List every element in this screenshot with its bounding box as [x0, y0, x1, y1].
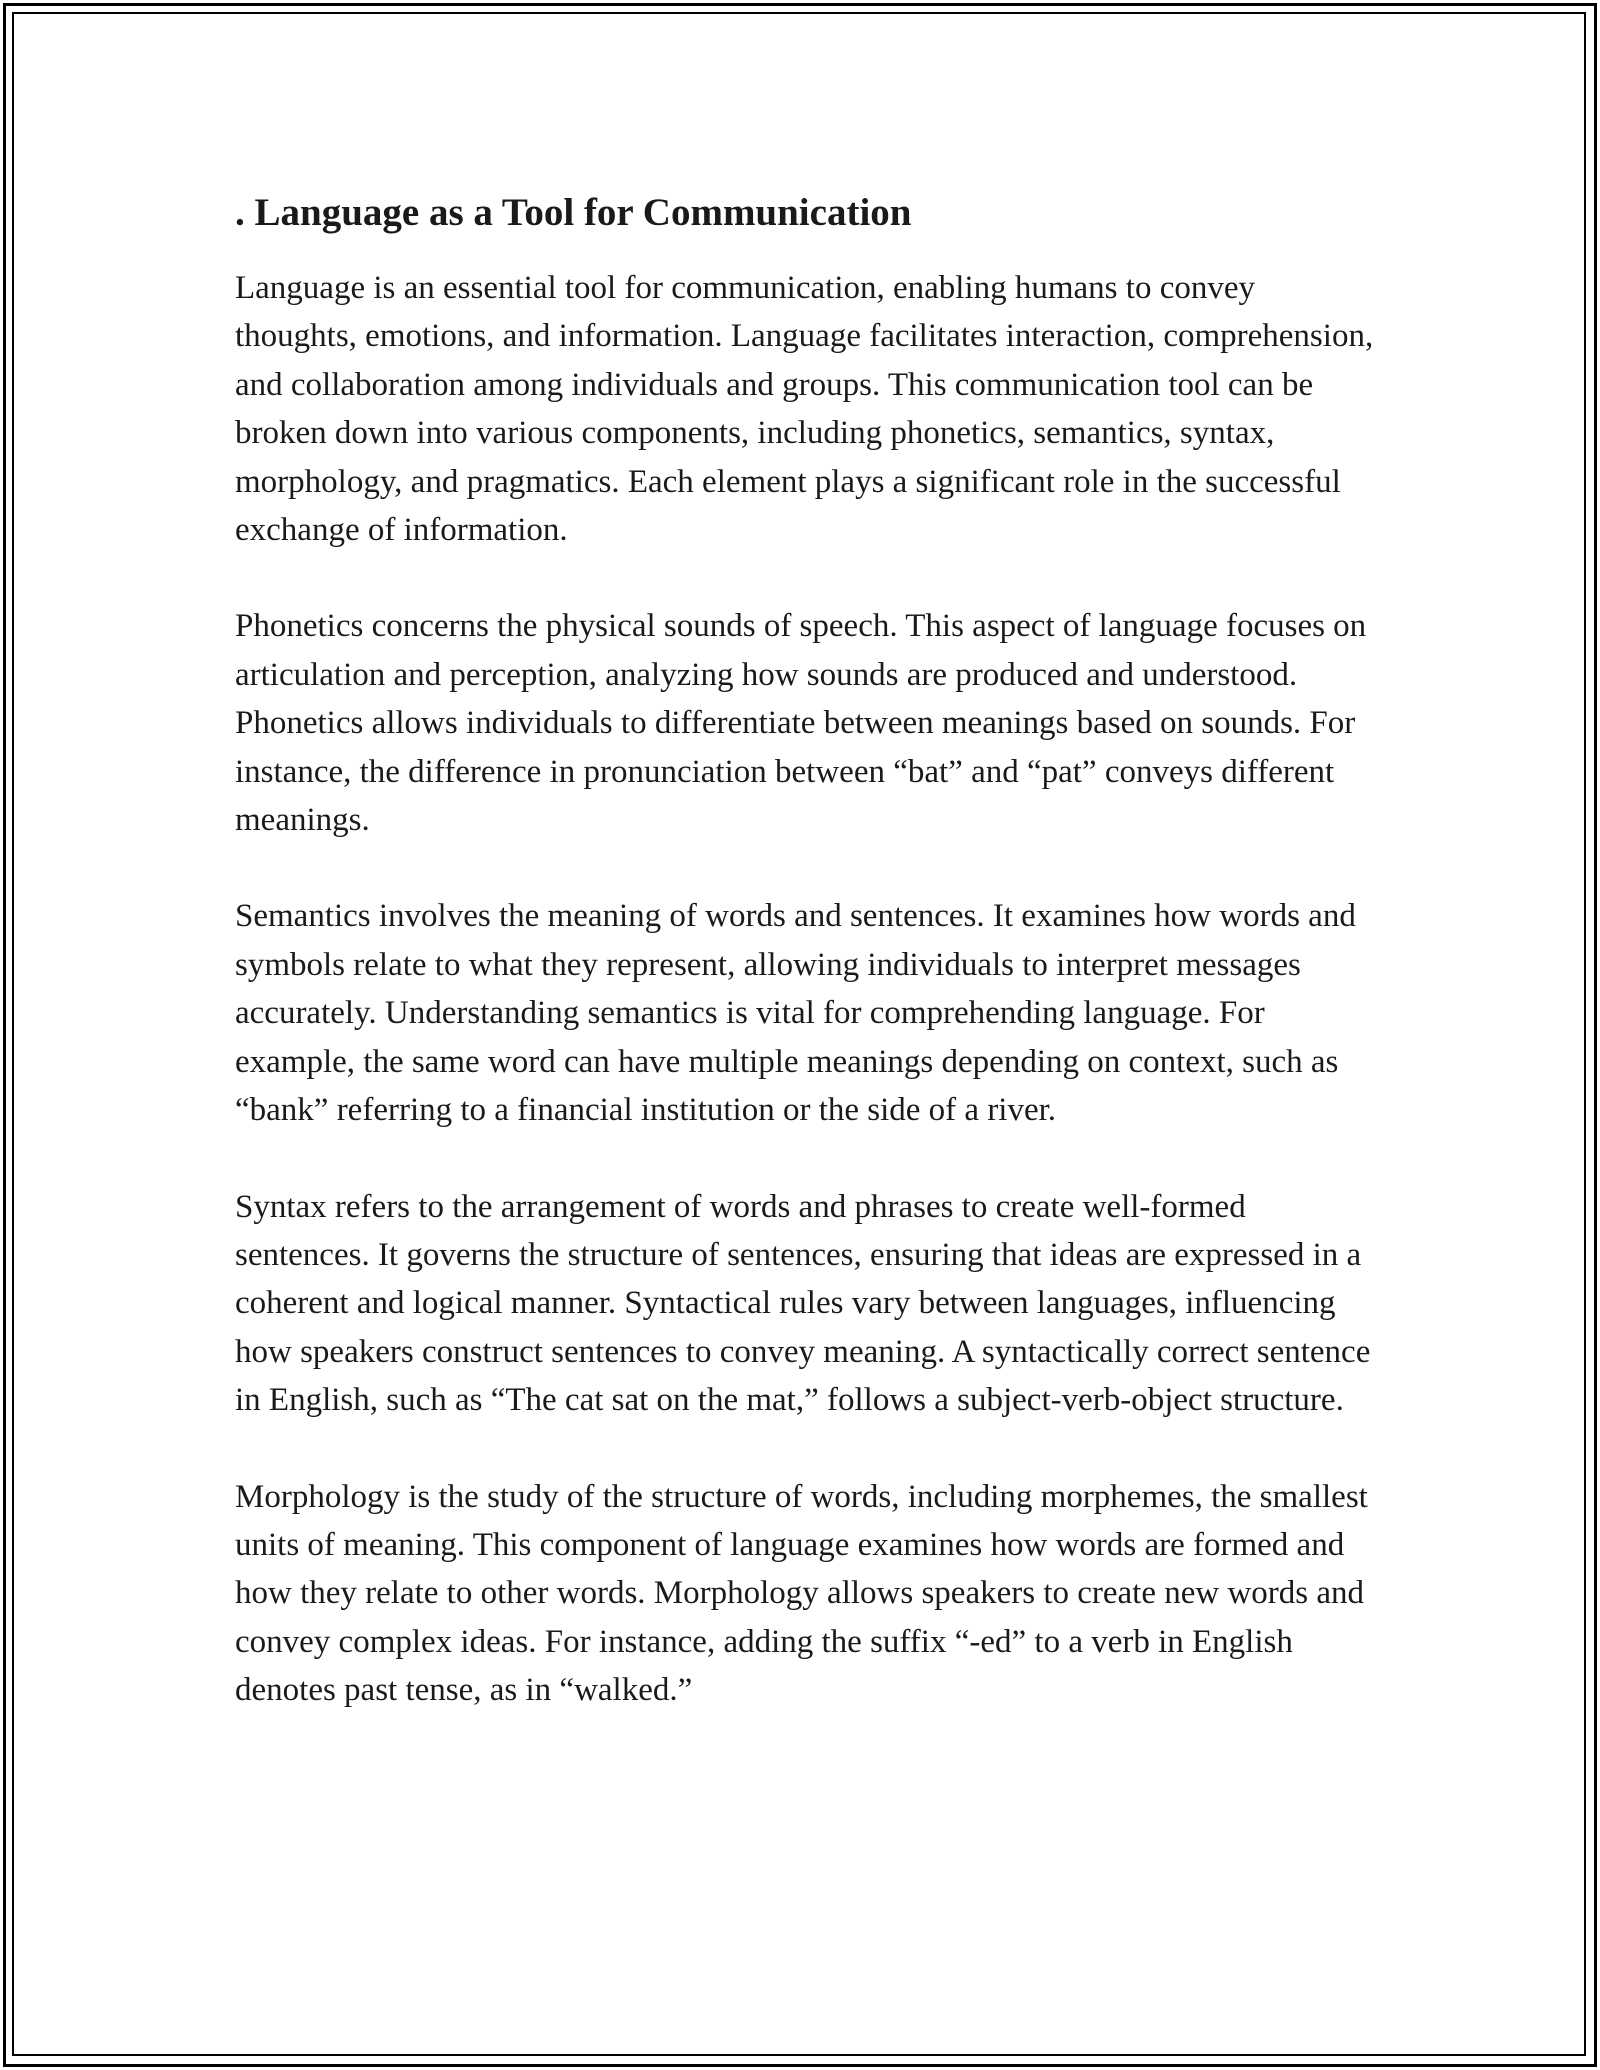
paragraph-morphology: Morphology is the study of the structure of words, including morphemes, the smallest units of meaning. This component of language examines how words are formed and how they relate to other words. Morphology allows speakers to create new words and convey complex ideas. For instance, adding the suffix “-ed” to a verb in English denotes past tense, as in “walked.” — [235, 1478, 1368, 1709]
paragraph-phonetics: Phonetics concerns the physical sounds of speech. This aspect of language focuses on articulation and perception, analyzing how sounds are produced and understood. Phonetics allows individuals to differentiate between meanings based on sounds. For instance, the difference in pronunciation between “bat” and “pat” conveys different meanings. — [235, 608, 1367, 839]
paragraph-syntax: Syntax refers to the arrangement of words and phrases to create well-formed sentences. It governs the structure of sentences, ensuring that ideas are expressed in a coherent and logical manner. Syntactical rules vary between languages, influencing how speakers construct sentences to convey meaning. A syntactically correct sentence in English, such as “The cat sat on the mat,” follows a subject-verb-object structure. — [235, 1188, 1371, 1419]
paragraph-semantics: Semantics involves the meaning of words and sentences. It examines how words and symbols relate to what they represent, allowing individuals to interpret messages accurately. Understanding semantics is vital for comprehending language. For example, the same word can have multiple meanings depending on context, such as “bank” referring to a financial institution or the side of a river. — [235, 898, 1356, 1129]
document-body — [235, 186, 1375, 1715]
section-heading: . Language as a Tool for Communication — [235, 191, 912, 234]
paragraph-introduction: Language is an essential tool for communication, enabling humans to convey thoughts, emotions, and information. Language facilitates interaction, comprehension, and collaboration among individuals and groups. This communication tool can be broken down into various components, including phonetics, semantics, syntax, morphology, and pragmatics. Each element plays a significant role in the successful exchange of information. — [235, 270, 1374, 549]
